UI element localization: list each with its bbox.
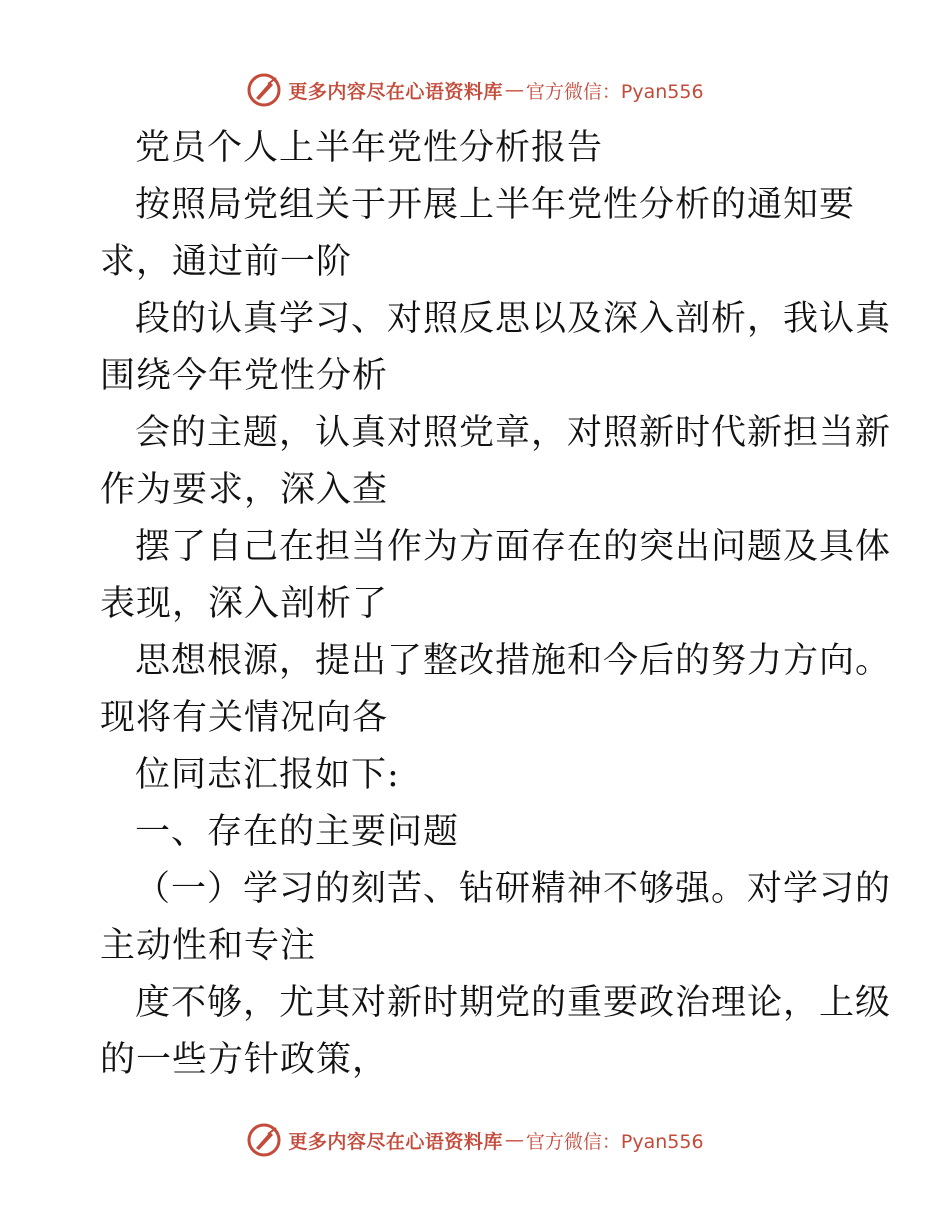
paragraph-line: 表现，深入剖析了 [100,584,389,624]
watermark-site-text: 更多内容尽在心语资料库 [288,80,503,103]
paragraph-line: 按照局党组关于开展上半年党性分析的通知要 [135,185,856,225]
paragraph-line: 主动性和专注 [100,926,317,966]
watermark-contact-text: 官方微信：Pyan556 [525,80,704,103]
watermark-dash: — [504,79,524,101]
header-watermark [0,70,950,110]
paragraph-line: 度不够，尤其对新时期党的重要政治理论，上级 [135,983,892,1023]
watermark-contact-text: 官方微信：Pyan556 [525,1130,704,1153]
paragraph-line: 作为要求，深入查 [100,470,389,510]
feather-pen-logo-icon [246,72,282,108]
document-title: 党员个人上半年党性分析报告 [135,128,604,168]
paragraph-line: 位同志汇报如下: [135,755,400,795]
paragraph-line: 求，通过前一阶 [100,242,353,282]
paragraph-line: 思想根源，提出了整改措施和今后的努力方向。 [135,641,892,681]
paragraph-line: 的一些方针政策， [100,1040,389,1080]
watermark-dash: — [504,1129,524,1151]
feather-pen-logo-icon [246,1122,282,1158]
paragraph-line: 会的主题，认真对照党章，对照新时代新担当新 [135,413,892,453]
paragraph-line: 摆了自己在担当作为方面存在的突出问题及具体 [135,527,892,567]
watermark-site-text: 更多内容尽在心语资料库 [288,1130,503,1153]
subsection-heading: （一）学习的刻苦、钻研精神不够强。对学习的 [135,869,892,909]
paragraph-line: 围绕今年党性分析 [100,356,389,396]
document-body [100,120,892,1089]
section-heading: 一、存在的主要问题 [135,812,460,852]
paragraph-line: 段的认真学习、对照反思以及深入剖析，我认真 [135,299,892,339]
footer-watermark [0,1120,950,1160]
paragraph-line: 现将有关情况向各 [100,698,389,738]
